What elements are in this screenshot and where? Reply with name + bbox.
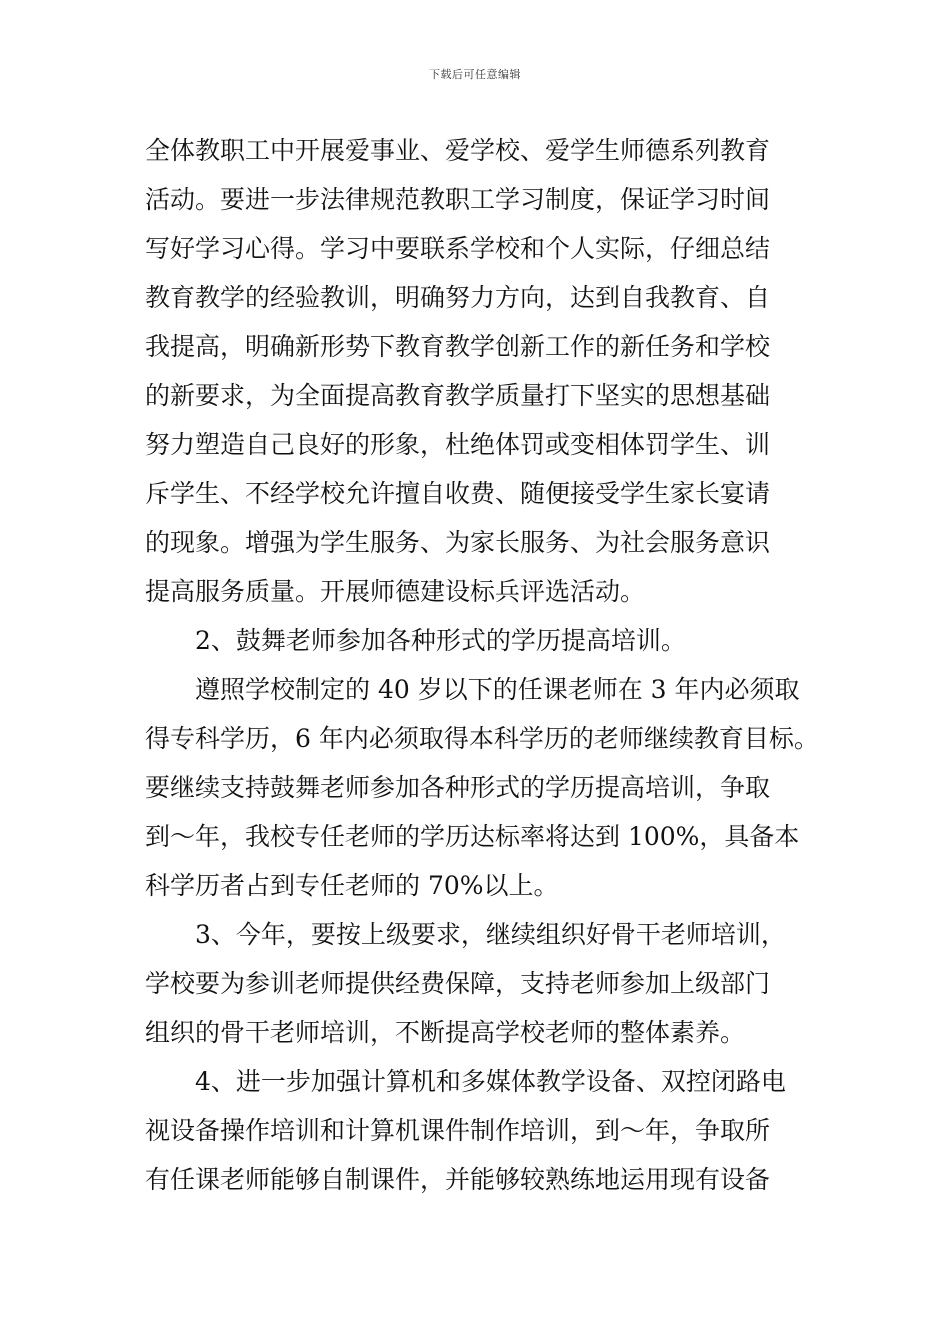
- page-header: 下载后可任意编辑: [429, 68, 521, 81]
- text-line: 的新要求，为全面提高教育教学质量打下坚实的思想基础: [145, 381, 771, 410]
- text-line: 2、鼓舞老师参加各种形式的学历提高培训。: [195, 626, 686, 655]
- text-line: 视设备操作培训和计算机课件制作培训，到～年，争取所: [145, 1116, 771, 1145]
- text-line: 有任课老师能够自制课件，并能够较熟练地运用现有设备: [145, 1165, 771, 1194]
- text-line: 活动。要进一步法律规范教职工学习制度，保证学习时间: [145, 185, 771, 214]
- text-line: 提高服务质量。开展师德建设标兵评选活动。: [145, 577, 646, 606]
- text-line: 得专科学历，6 年内必须取得本科学历的老师继续教育目标。: [145, 724, 819, 753]
- text-line: 斥学生、不经学校允许擅自收费、随便接受学生家长宴请: [145, 479, 771, 508]
- text-line: 学校要为参训老师提供经费保障，支持老师参加上级部门: [145, 969, 771, 998]
- text-line: 到～年，我校专任老师的学历达标率将达到 100%，具备本: [145, 822, 800, 851]
- text-line: 3、今年，要按上级要求，继续组织好骨干老师培训，: [195, 920, 786, 949]
- text-line: 全体教职工中开展爱事业、爱学校、爱学生师德系列教育: [145, 136, 771, 165]
- text-line: 教育教学的经验教训，明确努力方向，达到自我教育、自: [145, 283, 771, 312]
- text-line: 写好学习心得。学习中要联系学校和个人实际，仔细总结: [145, 234, 771, 263]
- text-line: 要继续支持鼓舞老师参加各种形式的学历提高培训，争取: [145, 773, 771, 802]
- text-line: 我提高，明确新形势下教育教学创新工作的新任务和学校: [145, 332, 771, 361]
- text-line: 的现象。增强为学生服务、为家长服务、为社会服务意识: [145, 528, 771, 557]
- document-body: [145, 126, 819, 1204]
- text-line: 努力塑造自己良好的形象，杜绝体罚或变相体罚学生、训: [145, 430, 771, 459]
- text-line: 遵照学校制定的 40 岁以下的任课老师在 3 年内必须取: [195, 675, 800, 704]
- text-line: 组织的骨干老师培训，不断提高学校老师的整体素养。: [145, 1018, 746, 1047]
- text-line: 4、进一步加强计算机和多媒体教学设备、双控闭路电: [195, 1067, 786, 1096]
- text-line: 科学历者占到专任老师的 70%以上。: [145, 871, 559, 900]
